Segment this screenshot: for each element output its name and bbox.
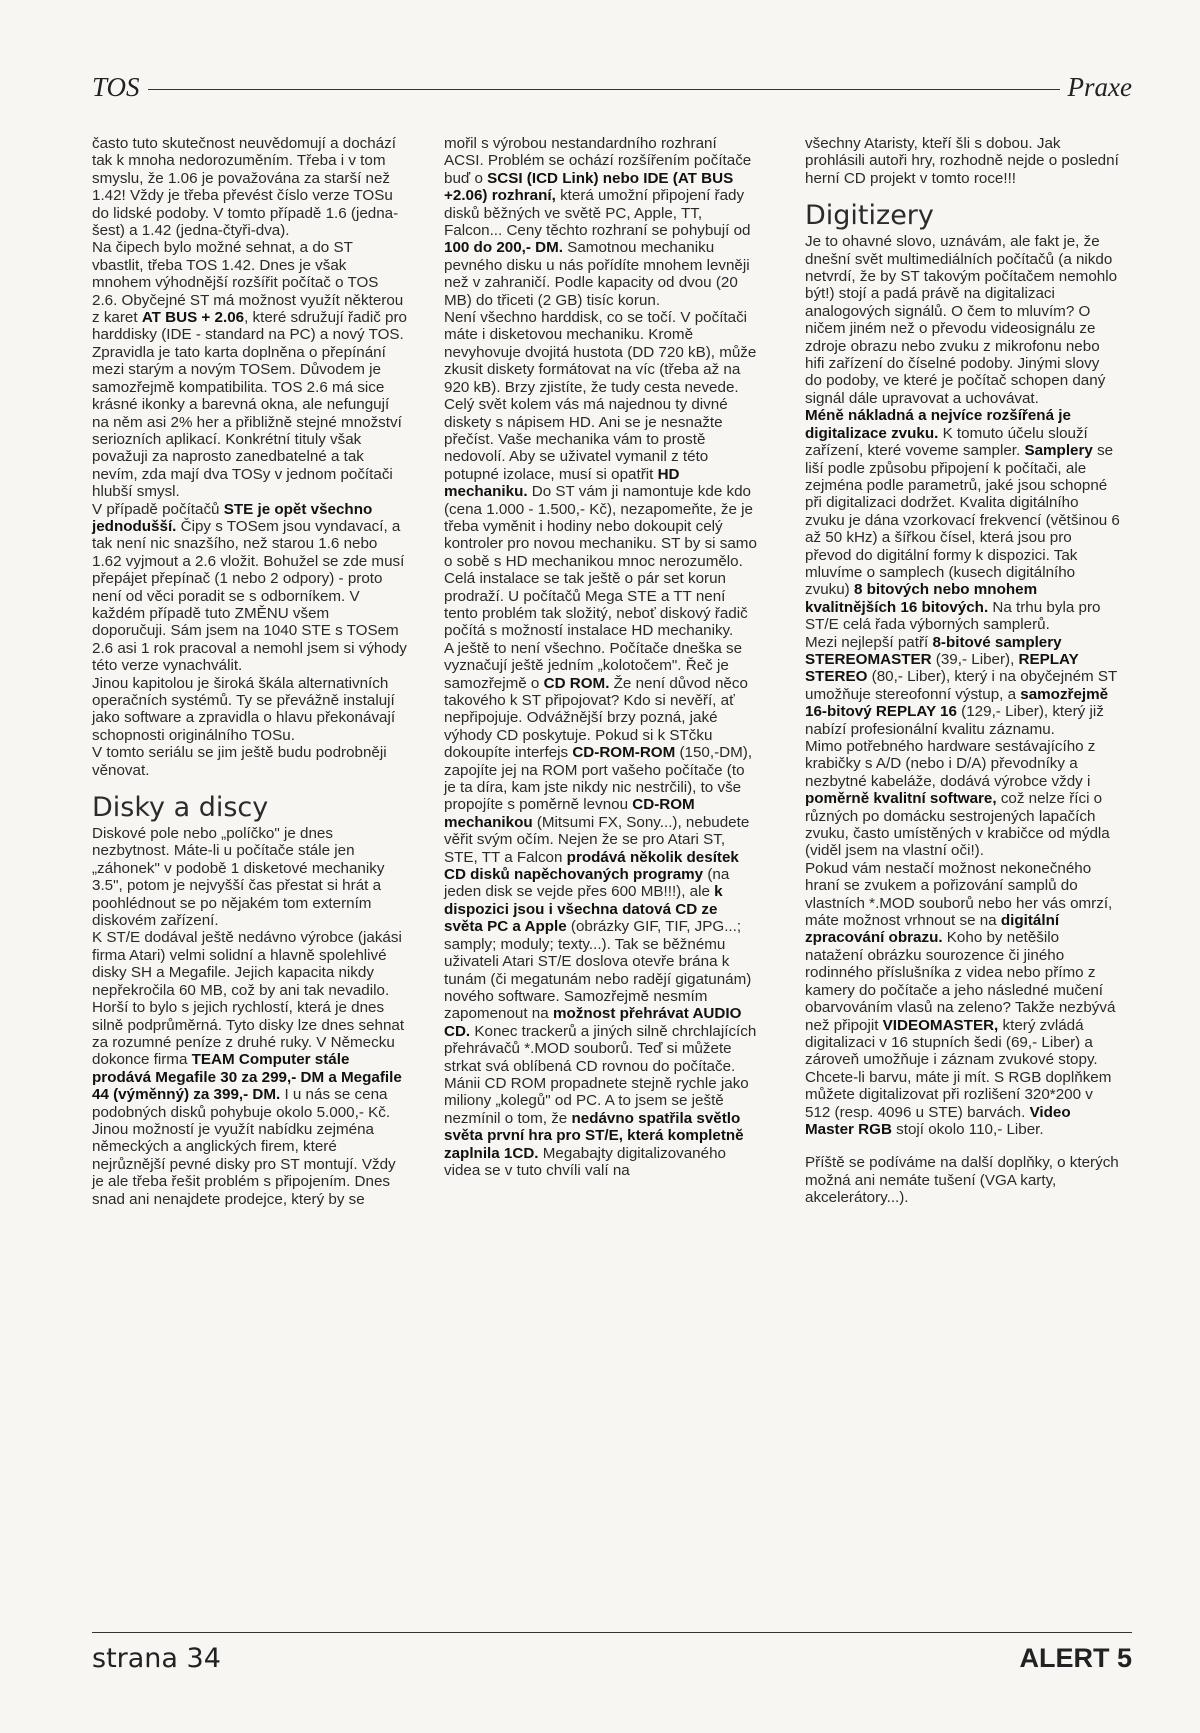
page-number: strana 34	[92, 1643, 221, 1674]
paragraph: V tomto seriálu se jim ještě budu podrobněji věnovat.	[92, 744, 387, 779]
header-section: TOS	[92, 72, 148, 103]
paragraph: A ještě to není všechno. Počítače dneška se vyznačují ještě jedním „kolotočem". Řeč je samozřejmě o CD ROM. Že není důvod něco takového k ST připojovat? Kdo si nevěří, ať nepřipojuje. Odvážnější brzy pozná, jaké výhody CD poskytuje. Pokud si k STčku dokoupíte interfejs CD-ROM-ROM (150,-DM), zapojíte jej na ROM port vašeho počítače (to je ta díra, kam jste nikdy nic nestrčili), to vše propojíte s poměrně levnou CD-ROM mechanikou (Mitsumi FX, Sony...), nebudete věřit svým očím. Nejen že se pro Atari ST, STE, TT a Falcon prodává několik desítek CD disků napěchovaných programy (na jeden disk se vejde přes 600 MB!!!), ale k dispozici jsou i všechna datová CD ze světa PC a Apple (obrázky GIF, TIF, JPG...; samply; moduly; texty...). Tak se běžnému uživateli Atari ST/E doslova otevře brána k tunám (či megatunám nebo radějí gigatunám) nového software. Samozřejmě nesmím zapomenout na možnost přehrávat AUDIO CD. Konec trackerů a jiných silně chrchlajících přehrávačů *.MOD souborů. Teď si můžete strkat svá oblíbená CD rovnou do počítače. Mánii CD ROM propadnete stejně rychle jako miliony „kolegů" od PC. A to jsem se ještě nezmínil o tom, že nedávno spatřila světlo světa první hra pro ST/E, která kompletně zaplnila 1CD. Megabajty digitalizovaného videa se v tuto chvíli valí na	[444, 639, 757, 1179]
column-2	[444, 135, 759, 1179]
page-header	[92, 72, 1132, 112]
heading-disky: Disky a discy	[92, 792, 269, 824]
paragraph: Méně nákladná a nejvíce rozšířená je digitalizace zvuku. K tomuto účelu slouží zařízení, které voveme sampler. Samplery se liší podle způsobu připojení k počítači, ale zejména podle parametrů, jaké jsou schopné při digitalizaci dodržet. Kvalita digitálního zvuku je dána vzorkovací frekvencí (většinou 6 až 50 kHz) a šířkou čísel, která jsou pro převod do digitální formy k dispozici. Tak mluvíme o samplech (kusech digitálního zvuku) 8 bitových nebo mnohem kvalitnějších 16 bitových. Na trhu byla pro ST/E celá řada výborných samplerů.	[805, 407, 1120, 634]
spacer	[805, 1138, 1120, 1154]
paragraph: Jinou kapitolou je široká škála alternativních operačních systémů. Ty se převážně instalují jako software a zpravidla o hlavu překonávají schopnosti originálního TOSu.	[92, 674, 396, 744]
paragraph: Je to ohavné slovo, uznávám, ale fakt je, že dnešní svět multimediálních počítačů (a nikdo netvrdí, že by ST takovým počítačem nemohlo být!) stojí a padá právě na digitalizaci analogových signálů. O čem to mluvím? O ničem jiném než o převodu videosignálu ze zdroje obrazu nebo zvuku z mikrofonu nebo hifi zařízení do číselné podoby. Jinými slovy do podoby, ve které je počítač schopen daný signál dále upravovat a uchovávat.	[805, 233, 1118, 407]
paragraph: Není všechno harddisk, co se točí. V počítači máte i disketovou mechaniku. Kromě nevyhovuje dvojitá hustota (DD 720 kB), může zkusit diskety formátovat na víc (třeba až na 920 kB). Brzy zjistíte, že tudy cesta nevede. Celý svět kolem vás má najednou ty divné diskety s nápisem HD. Ani se je nesnažte přečíst. Vaše mechanika vám to prostě nedovolí. Aby se uživatel vymanil z této potupné izolace, musí si opatřit HD mechaniku. Do ST vám ji namontuje kde kdo (cena 1.000 - 1.500,- Kč), nezapomeňte, že je třeba vyměnit i hodiny nebo dokoupit celý kontroler pro novou mechaniku. ST by si samo o sobě s HD mechanikou mnoc nerozumělo. Celá instalace se tak ještě o pár set korun prodraží. U počítačů Mega STE a TT není tento problém tak složitý, neboť diskový řadič počítá s možností instalace HD mechaniky.	[444, 309, 757, 640]
paragraph: všechny Ataristy, kteří šli s dobou. Jak prohlásili autoři hry, rozhodně nejde o poslední herní CD projekt v tomto roce!!!	[805, 135, 1119, 187]
paragraph: Mezi nejlepší patří 8-bitové samplery STEREOMASTER (39,- Liber), REPLAY STEREO (80,- Liber), který i na obyčejném ST umožňuje stereofonní výstup, a samozřejmě 16-bitový REPLAY 16 (129,- Liber), který již nabízí profesionální kvalitu záznamu.	[805, 633, 1118, 738]
paragraph: Mimo potřebného hardware sestávajícího z krabičky s A/D (nebo i D/A) převodníky a nezbytné kabeláže, dodává výrobce vždy i poměrně kvalitní software, což nelze říci o různých po domácku sestrojených lapačích zvuku, často umístěných v krabičce od mýdla (viděl jsem na vlastní oči!).	[805, 738, 1110, 860]
paragraph: K ST/E dodával ještě nedávno výrobce (jakási firma Atari) velmi solidní a hlavně spolehlivé disky SH a Megafile. Jejich kapacita nikdy nepřekročila 60 MB, což by ani tak nevadilo. Horší to bylo s jejich rychlostí, která je dnes silně podprůměrná. Tyto disky lze dnes sehnat za rozumné peníze z druhé ruky. V Německu dokonce firma TEAM Computer stále prodává Megafile 30 za 299,- DM a Megafile 44 (výměnný) za 399,- DM. I u nás se cena podobných disků pohybuje okolo 5.000,- Kč. Jinou možností je využít nabídku zejména německých a anglických firem, které nejrůznější pevné disky pro ST montují. Vždy je ale třeba řešit problém s připojením. Dnes snad ani nenajdete prodejce, který by se	[92, 929, 405, 1208]
paragraph: V případě počítačů STE je opět všechno jednodušší. Čipy s TOSem jsou vyndavací, a tak není nic snazšího, než starou 1.6 nebo 1.62 vyjmout a 2.6 vložit. Bohužel se zde musí přepájet přepínač (1 nebo 2 odpory) - proto není od věci poradit se s odborníkem. V každém případě tuto ZMĚNU všem doporučuji. Sám jsem na 1040 STE s TOSem 2.6 asi 1 rok pracoval a nemohl jsem si výhody této verze vynachválit.	[92, 500, 407, 675]
magazine-name: ALERT 5	[1019, 1643, 1132, 1673]
paragraph: Diskové pole nebo „políčko" je dnes nezbytnost. Máte-li u počítače stále jen „záhonek" v podobě 1 disketové mechaniky 3.5", potom je nejvyšší čas přestat si hrát a poohlédnout se po nějakém tom externím diskovém zařízení.	[92, 825, 385, 930]
paragraph: Příště se podíváme na další doplňky, o kterých možná ani nemáte tušení (VGA karty, akcelerátory...).	[805, 1154, 1119, 1207]
page-footer	[92, 1632, 1132, 1682]
paragraph: Na čipech bylo možné sehnat, a do ST vbastlit, třeba TOS 1.42. Dnes je však mnohem výhodnější rozšířit počítač o TOS 2.6. Obyčejné ST má možnost využít některou z karet AT BUS + 2.06, které sdružují řadič pro harddisky (IDE - standard na PC) a nový TOS. Zpravidla je tato karta doplněna o přepínání mezi starým a novým TOSem. Důvodem je samozřejmě kompatibilita. TOS 2.6 má sice krásné ikonky a barevná okna, ale nefungují na něm asi 2% her a přibližně stejné množství seriozních aplikací. Konkrétní tituly však považuji za naprosto zanedbatelné a tak nevím, zda mají dva TOSy v jednom počítači hlubší smysl.	[92, 239, 408, 501]
column-1	[92, 135, 407, 1208]
paragraph: mořil s výrobou nestandardního rozhraní ACSI. Problém se ochází rozšířením počítače buď o SCSI (ICD Link) nebo IDE (AT BUS +2.06) rozhraní, která umožní připojení řady disků běžných ve světě PC, Apple, TT, Falcon... Ceny těchto rozhraní se pohybují od 100 do 200,- DM. Samotnou mechaniku pevného disku u nás pořídíte mnohem levněji než v zahraničí. Podle kapacity od dvou (20 MB) do třiceti (2 GB) tisíc korun.	[444, 135, 752, 309]
paragraph: často tuto skutečnost neuvědomují a dochází tak k mnoha nedorozuměním. Třeba i v tom smyslu, že 1.06 je považována za starší než 1.42! Vždy je třeba převést číslo verze TOSu do lidské podoby. V tomto případě 1.6 (jedna-šest) a 1.42 (jedna-čtyři-dva).	[92, 135, 399, 240]
header-rule	[92, 89, 1132, 90]
column-3	[805, 135, 1120, 1207]
paragraph: Pokud vám nestačí možnost nekonečného hraní se zvukem a pořizování samplů do vlastních *.MOD souborů nebo her vás omrzí, máte možnost vrhnout se na digitální zpracování obrazu. Koho by netěšilo natažení obrázku sourozence či jiného rodinného příslušníka z videa nebo přímo z kamery do počítače a jeho následné mučení obarvováním vlasů na zeleno? Takže nezbývá než připojit VIDEOMASTER, který zvládá digitalizaci v 16 stupních šedi (69,- Liber) a zároveň umožňuje i záznam zvukové stopy. Chcete-li barvu, máte ji mít. S RGB doplňkem můžete digitalizovat při rozlišení 320*200 v 512 (resp. 4096 u STE) barvách. Video Master RGB stojí okolo 110,- Liber.	[805, 859, 1116, 1138]
heading-digitizery: Digitizery	[805, 200, 934, 232]
header-category: Praxe	[1060, 72, 1132, 103]
